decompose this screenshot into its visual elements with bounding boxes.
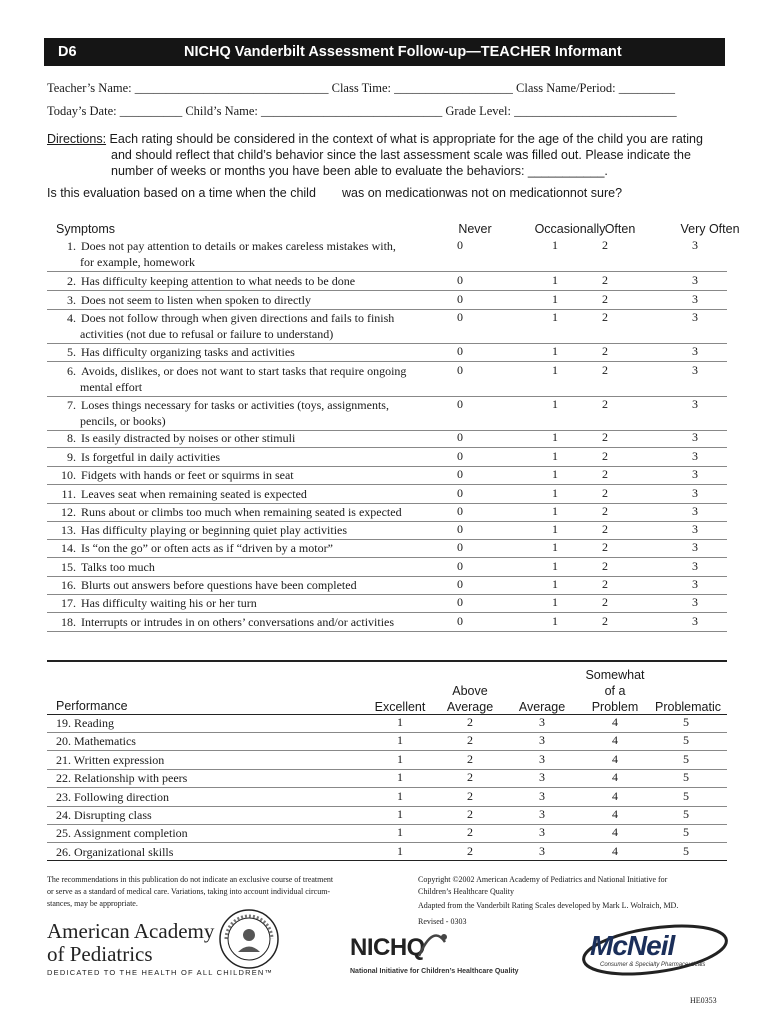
rating-option[interactable]: 2 <box>467 789 473 803</box>
rating-option[interactable]: 0 <box>457 522 463 536</box>
rating-option[interactable]: 2 <box>602 559 608 573</box>
symptom-text <box>56 273 416 289</box>
medication-question: Is this evaluation based on a time when the child <box>47 186 316 200</box>
symptom-label: Blurts out answers before questions have been completed <box>81 578 357 592</box>
symptom-text <box>56 292 416 308</box>
symptom-label-cont: pencils, or books) <box>80 414 166 428</box>
symptom-label: Does not seem to listen when spoken to directly <box>81 293 311 307</box>
rating-option[interactable]: 2 <box>602 310 608 324</box>
row-divider <box>47 842 727 843</box>
performance-col-header: Problematic <box>655 700 721 714</box>
rating-option[interactable]: 1 <box>552 238 558 252</box>
row-divider <box>47 750 727 751</box>
rating-option[interactable]: 1 <box>552 363 558 377</box>
rating-option[interactable]: 2 <box>467 807 473 821</box>
rating-option[interactable]: 3 <box>539 789 545 803</box>
rating-option[interactable]: 2 <box>602 344 608 358</box>
symptom-text <box>56 363 416 395</box>
rating-option[interactable]: 0 <box>457 559 463 573</box>
disclaimer <box>47 874 333 910</box>
symptom-label: Has difficulty keeping attention to what needs to be done <box>81 274 356 288</box>
symptom-number: 18. <box>61 615 76 629</box>
mcneil-logo: McNeil <box>590 930 675 961</box>
rating-option[interactable]: 0 <box>457 344 463 358</box>
rating-option[interactable]: 0 <box>457 614 463 628</box>
rating-option[interactable]: 2 <box>602 614 608 628</box>
symptom-label: Is easily distracted by noises or other stimuli <box>81 431 296 445</box>
rating-option[interactable]: 3 <box>692 397 698 411</box>
performance-col-header: Problem <box>591 700 639 714</box>
rating-option[interactable]: 4 <box>612 715 618 729</box>
form-code: D6 <box>58 44 77 60</box>
performance-header-rule <box>47 714 727 715</box>
symptom-col-header: Occasionally <box>534 222 606 236</box>
teacher-info-line[interactable]: Teacher’s Name: _______________________________ Class Time: ___________________ Class Name/Period: _________ <box>47 81 676 95</box>
rating-option[interactable]: 3 <box>539 715 545 729</box>
symptom-text <box>56 449 416 465</box>
symptom-number: 4. <box>67 311 76 325</box>
symptom-number: 7. <box>67 398 76 412</box>
rating-option[interactable]: 2 <box>467 844 473 858</box>
aap-logo-text <box>47 920 214 966</box>
rating-option[interactable]: 1 <box>397 807 403 821</box>
symptom-number: 1. <box>67 239 76 253</box>
row-divider <box>47 271 727 272</box>
rating-option[interactable]: 3 <box>692 344 698 358</box>
rating-option[interactable]: 0 <box>457 310 463 324</box>
directions <box>47 131 727 179</box>
symptom-label-cont: mental effort <box>80 380 143 394</box>
nichq-tagline: National Initiative for Children’s Healthcare Quality <box>350 968 519 975</box>
symptom-col-header: Often <box>604 222 636 236</box>
performance-label: 21. Written expression <box>56 753 165 767</box>
performance-label: 24. Disrupting class <box>56 808 152 822</box>
rating-option[interactable]: 2 <box>602 363 608 377</box>
symptom-number: 5. <box>67 345 76 359</box>
rating-option[interactable]: 0 <box>457 449 463 463</box>
rating-option[interactable]: 1 <box>552 310 558 324</box>
rating-option[interactable]: 3 <box>539 770 545 784</box>
rating-option[interactable]: 5 <box>683 789 689 803</box>
symptom-col-header: Never <box>458 222 492 236</box>
symptom-number: 10. <box>61 468 76 482</box>
rating-option[interactable]: 3 <box>692 559 698 573</box>
symptom-label: Runs about or climbs too much when remaining seated is expected <box>81 505 402 519</box>
directions-label: Directions: <box>47 132 107 146</box>
rating-option[interactable]: 1 <box>552 273 558 287</box>
rating-option[interactable]: 3 <box>692 292 698 306</box>
aap-seal-icon <box>218 908 280 970</box>
rating-option[interactable]: 2 <box>467 825 473 839</box>
symptom-label: Leaves seat when remaining seated is expected <box>81 487 307 501</box>
symptom-label: Has difficulty organizing tasks and activities <box>81 345 295 359</box>
rating-option[interactable]: 3 <box>692 310 698 324</box>
rating-option[interactable]: 3 <box>692 522 698 536</box>
row-divider <box>47 557 727 558</box>
rating-option[interactable]: 3 <box>539 844 545 858</box>
rating-option[interactable]: 0 <box>457 486 463 500</box>
symptom-number: 12. <box>61 505 76 519</box>
rating-option[interactable]: 5 <box>683 733 689 747</box>
rating-option[interactable]: 1 <box>552 595 558 609</box>
rating-option[interactable]: 3 <box>692 577 698 591</box>
symptom-label: Is forgetful in daily activities <box>81 450 221 464</box>
symptom-label: Does not follow through when given directions and fails to finish <box>81 311 395 325</box>
symptom-label: Has difficulty waiting his or her turn <box>81 596 257 610</box>
disclaimer-line-2: or serve as a standard of medical care. Variations, taking into account individual circum- <box>47 887 331 896</box>
rating-option[interactable]: 3 <box>539 752 545 766</box>
rating-option[interactable]: 2 <box>602 397 608 411</box>
performance-col-header: Excellent <box>374 700 426 714</box>
rating-option[interactable]: 3 <box>692 363 698 377</box>
rating-option[interactable]: 4 <box>612 789 618 803</box>
symptom-label: Has difficulty playing or beginning quiet play activities <box>81 523 348 537</box>
rating-option[interactable]: 5 <box>683 807 689 821</box>
copyright-line-2: Children’s Healthcare Quality <box>418 887 514 896</box>
performance-label: 25. Assignment completion <box>56 826 188 840</box>
symptom-label: Interrupts or intrudes in on others’ conversations and/or activities <box>81 615 395 629</box>
symptom-number: 15. <box>61 560 76 574</box>
rating-option[interactable]: 1 <box>552 522 558 536</box>
rating-option[interactable]: 2 <box>602 273 608 287</box>
symptom-text <box>56 504 416 520</box>
rating-option[interactable]: 5 <box>683 715 689 729</box>
symptom-number: 16. <box>61 578 76 592</box>
symptom-text <box>56 310 416 342</box>
rating-option[interactable]: 4 <box>612 807 618 821</box>
rating-option[interactable]: 1 <box>552 397 558 411</box>
rating-option[interactable]: 1 <box>552 504 558 518</box>
rating-option[interactable]: 0 <box>457 504 463 518</box>
aap-tagline: DEDICATED TO THE HEALTH OF ALL CHILDREN™ <box>47 968 274 977</box>
rating-option[interactable]: 3 <box>692 449 698 463</box>
rating-option[interactable]: 1 <box>397 752 403 766</box>
symptom-text <box>56 467 416 483</box>
symptoms-heading: Symptoms <box>56 222 116 236</box>
performance-label: 20. Mathematics <box>56 734 136 748</box>
performance-label: 26. Organizational skills <box>56 845 174 859</box>
medication-options[interactable]: was on medicationwas not on medicationnot sure? <box>342 186 623 200</box>
rating-option[interactable]: 2 <box>602 430 608 444</box>
performance-col-header: Average <box>518 700 566 714</box>
rating-option[interactable]: 5 <box>683 825 689 839</box>
disclaimer-line-1: The recommendations in this publication do not indicate an exclusive course of treatment <box>47 875 334 884</box>
rating-option[interactable]: 1 <box>397 789 403 803</box>
rating-option[interactable]: 3 <box>692 595 698 609</box>
row-divider <box>47 612 727 613</box>
symptom-number: 6. <box>67 364 76 378</box>
copyright-line-1: Copyright ©2002 American Academy of Pediatrics and National Initiative for <box>418 875 668 884</box>
rating-option[interactable]: 0 <box>457 577 463 591</box>
performance-col-header: Average <box>446 700 494 714</box>
rating-option[interactable]: 1 <box>552 540 558 554</box>
rating-option[interactable]: 1 <box>552 577 558 591</box>
rating-option[interactable]: 2 <box>602 522 608 536</box>
aap-name-line-2: of Pediatrics <box>47 942 153 966</box>
symptom-text <box>56 614 416 630</box>
revised-note: Revised - 0303 <box>418 917 467 926</box>
rating-option[interactable]: 1 <box>397 733 403 747</box>
symptom-text <box>56 238 416 270</box>
rating-option[interactable]: 3 <box>692 614 698 628</box>
form-title: NICHQ Vanderbilt Assessment Follow-up—TEACHER Informant <box>184 44 622 60</box>
rating-option[interactable]: 3 <box>692 430 698 444</box>
symptom-text <box>56 397 416 429</box>
symptom-number: 2. <box>67 274 76 288</box>
rating-option[interactable]: 2 <box>602 449 608 463</box>
directions-text-2: and should reflect that child’s behavior since the last assessment scale was filled out. Please indicate the <box>111 148 691 162</box>
symptom-label: Fidgets with hands or feet or squirms in seat <box>81 468 294 482</box>
rating-option[interactable]: 2 <box>467 752 473 766</box>
performance-heading: Performance <box>56 699 128 713</box>
rating-option[interactable]: 4 <box>612 752 618 766</box>
rating-option[interactable]: 1 <box>552 559 558 573</box>
symptom-number: 11. <box>61 487 76 501</box>
rating-option[interactable]: 0 <box>457 430 463 444</box>
symptom-number: 8. <box>67 431 76 445</box>
rating-option[interactable]: 2 <box>467 715 473 729</box>
mcneil-tagline: Consumer & Specialty Pharmaceuticals <box>600 962 706 968</box>
rating-option[interactable]: 2 <box>467 733 473 747</box>
rating-option[interactable]: 0 <box>457 467 463 481</box>
header-banner <box>44 38 725 66</box>
rating-option[interactable]: 1 <box>397 844 403 858</box>
symptom-label: Talks too much <box>81 560 155 574</box>
rating-option[interactable]: 0 <box>457 292 463 306</box>
rating-option[interactable]: 1 <box>552 486 558 500</box>
rating-option[interactable]: 3 <box>692 486 698 500</box>
rating-option[interactable]: 3 <box>539 733 545 747</box>
row-divider <box>47 361 727 362</box>
performance-col-header: of a <box>604 684 626 698</box>
rating-option[interactable]: 5 <box>683 844 689 858</box>
rating-option[interactable]: 0 <box>457 363 463 377</box>
rating-option[interactable]: 1 <box>552 292 558 306</box>
adapted-note: Adapted from the Vanderbilt Rating Scales developed by Mark L. Wolraich, MD. <box>418 901 679 910</box>
rating-option[interactable]: 5 <box>683 770 689 784</box>
rating-option[interactable]: 1 <box>552 467 558 481</box>
row-divider <box>47 484 727 485</box>
performance-label: 19. Reading <box>56 716 114 730</box>
rating-option[interactable]: 5 <box>683 752 689 766</box>
row-divider <box>47 787 727 788</box>
rating-option[interactable]: 3 <box>692 540 698 554</box>
rating-option[interactable]: 4 <box>612 770 618 784</box>
symptom-number: 13. <box>61 523 76 537</box>
rating-option[interactable]: 0 <box>457 238 463 252</box>
symptom-number: 14. <box>61 541 76 555</box>
row-divider <box>47 631 727 632</box>
rating-option[interactable]: 1 <box>552 344 558 358</box>
rating-option[interactable]: 2 <box>602 595 608 609</box>
rating-option[interactable]: 2 <box>467 770 473 784</box>
rating-option[interactable]: 1 <box>397 715 403 729</box>
row-divider <box>47 290 727 291</box>
rating-option[interactable]: 3 <box>692 273 698 287</box>
symptom-label-cont: for example, homework <box>80 255 195 269</box>
rating-option[interactable]: 0 <box>457 397 463 411</box>
nichq-swoosh-icon <box>415 930 449 960</box>
rating-option[interactable]: 3 <box>692 504 698 518</box>
rating-option[interactable]: 2 <box>602 504 608 518</box>
form-number: HE0353 <box>690 996 717 1005</box>
aap-name-line-1: American Academy <box>47 919 215 943</box>
symptom-label-cont: activities (not due to refusal or failure to understand) <box>80 327 334 341</box>
rating-option[interactable]: 4 <box>612 733 618 747</box>
performance-col-header: Somewhat <box>585 668 645 682</box>
rating-option[interactable]: 0 <box>457 273 463 287</box>
rating-option[interactable]: 2 <box>602 486 608 500</box>
rating-option[interactable]: 4 <box>612 825 618 839</box>
rating-option[interactable]: 0 <box>457 595 463 609</box>
directions-text-1: Each rating should be considered in the context of what is appropriate for the age of the child you are rating <box>109 132 703 146</box>
rating-option[interactable]: 3 <box>692 238 698 252</box>
child-info-line[interactable]: Today’s Date: __________ Child’s Name: _____________________________ Grade Level: __________________________ <box>47 104 677 118</box>
performance-label: 23. Following direction <box>56 790 169 804</box>
copyright <box>418 874 667 898</box>
row-divider <box>47 447 727 448</box>
rating-option[interactable]: 2 <box>602 467 608 481</box>
rating-option[interactable]: 1 <box>552 449 558 463</box>
symptom-number: 9. <box>67 450 76 464</box>
rating-option[interactable]: 3 <box>539 825 545 839</box>
rating-option[interactable]: 3 <box>692 467 698 481</box>
rating-option[interactable]: 4 <box>612 844 618 858</box>
symptom-label: Avoids, dislikes, or does not want to start tasks that require ongoing <box>81 364 407 378</box>
symptom-label: Loses things necessary for tasks or activities (toys, assignments, <box>81 398 389 412</box>
performance-col-header: Above <box>452 684 488 698</box>
rating-option[interactable]: 2 <box>602 540 608 554</box>
rating-option[interactable]: 1 <box>552 430 558 444</box>
symptom-text <box>56 430 416 446</box>
symptom-text <box>56 522 416 538</box>
symptom-label: Is “on the go” or often acts as if “driven by a motor” <box>81 541 333 555</box>
symptom-number: 17. <box>61 596 76 610</box>
performance-bottom-rule <box>47 860 727 861</box>
rating-option[interactable]: 2 <box>602 238 608 252</box>
symptom-number: 3. <box>67 293 76 307</box>
symptom-text <box>56 577 416 593</box>
rating-option[interactable]: 2 <box>602 577 608 591</box>
performance-label: 22. Relationship with peers <box>56 771 188 785</box>
rating-option[interactable]: 1 <box>397 825 403 839</box>
symptom-text <box>56 595 416 611</box>
symptom-text <box>56 486 416 502</box>
symptom-text <box>56 344 416 360</box>
rating-option[interactable]: 0 <box>457 540 463 554</box>
rating-option[interactable]: 1 <box>552 614 558 628</box>
rating-option[interactable]: 2 <box>602 292 608 306</box>
symptom-text <box>56 559 416 575</box>
nichq-logo: NICHQ <box>350 934 425 961</box>
directions-text-3: number of weeks or months you have been able to evaluate the behaviors: ___________. <box>111 164 608 178</box>
section-divider <box>47 660 727 662</box>
symptom-text <box>56 540 416 556</box>
rating-option[interactable]: 1 <box>397 770 403 784</box>
disclaimer-line-3: stances, may be appropriate. <box>47 899 138 908</box>
symptom-label: Does not pay attention to details or makes careless mistakes with, <box>81 239 396 253</box>
rating-option[interactable]: 3 <box>539 807 545 821</box>
symptom-col-header: Very Often <box>680 222 740 236</box>
